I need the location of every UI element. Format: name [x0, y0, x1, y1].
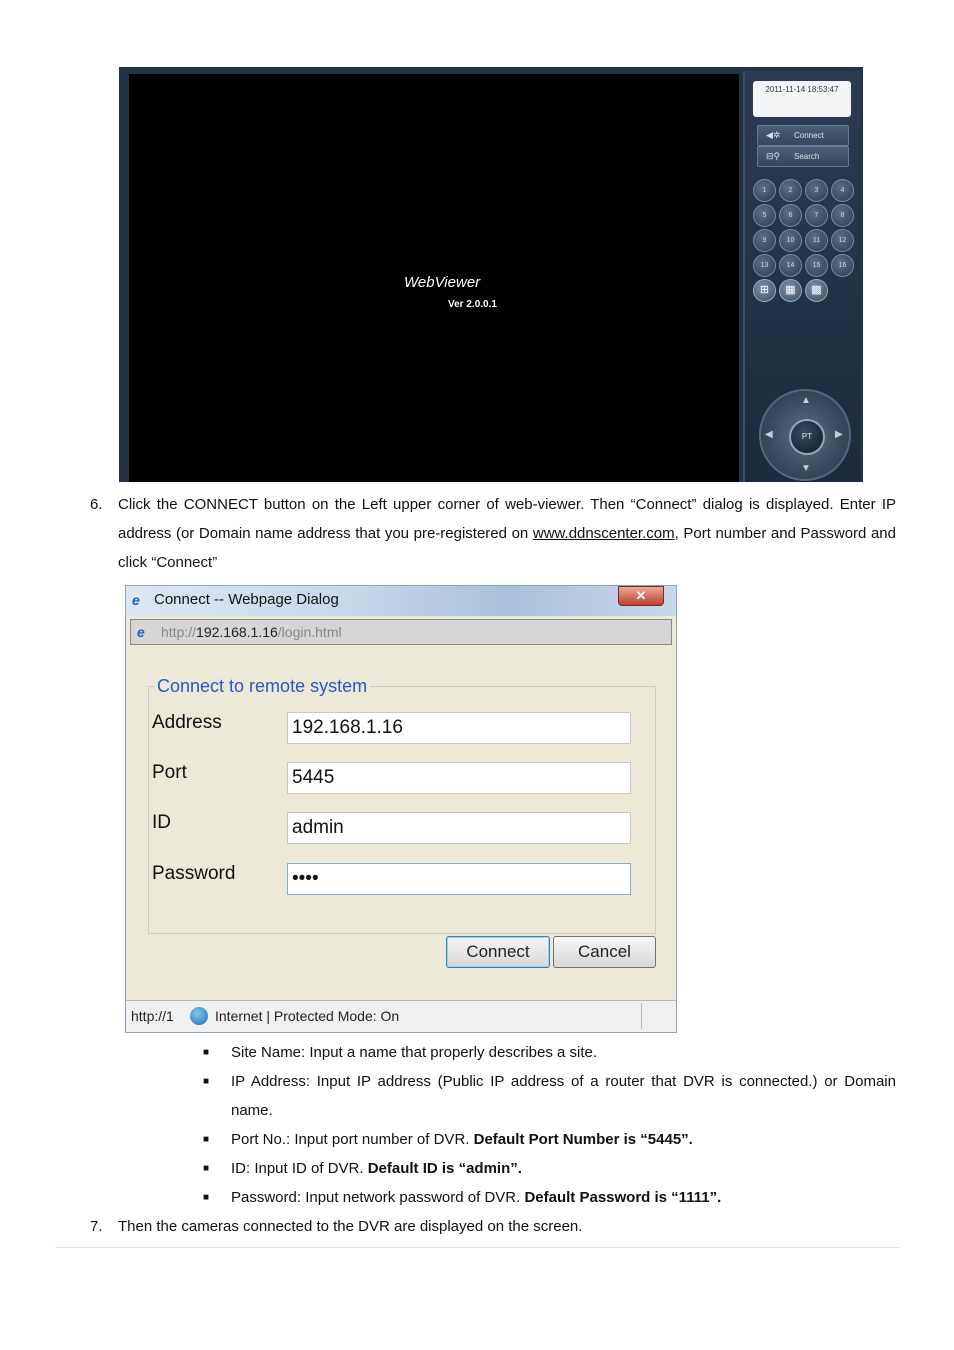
connect-button[interactable]	[757, 125, 849, 146]
step-7-text: Then the cameras connected to the DVR are displayed on the screen.	[118, 1218, 583, 1235]
channel-button-5[interactable]: 5	[753, 204, 776, 227]
status-url: http://1	[131, 1008, 178, 1024]
password-input[interactable]	[287, 863, 631, 895]
ptz-left-icon[interactable]: ◀	[765, 429, 773, 440]
channel-button-2[interactable]: 2	[779, 179, 802, 202]
channel-button-10[interactable]: 10	[779, 229, 802, 252]
control-panel	[743, 71, 861, 482]
ptz-up-icon[interactable]: ▲	[801, 395, 811, 406]
bullet-id: ID: Input ID of DVR. Default ID is “admin”.	[231, 1160, 522, 1177]
id-input[interactable]	[287, 812, 631, 844]
step-number: 7.	[90, 1218, 103, 1235]
dialog-status-bar	[126, 1000, 676, 1033]
channel-button-8[interactable]: 8	[831, 204, 854, 227]
dialog-title: Connect -- Webpage Dialog	[154, 591, 339, 608]
bullet-icon: ■	[203, 1134, 210, 1145]
channel-button-7[interactable]: 7	[805, 204, 828, 227]
channel-button-9[interactable]: 9	[753, 229, 776, 252]
dialog-title-bar	[126, 586, 676, 616]
ptz-center-button[interactable]: PT	[789, 419, 825, 455]
address-label: Address	[152, 712, 222, 733]
bullet-icon: ■	[203, 1047, 210, 1058]
bullet-ip-address: IP Address: Input IP address (Public IP address of a router that DVR is connected.) or Domain name.	[231, 1073, 896, 1119]
channel-button-3[interactable]: 3	[805, 179, 828, 202]
port-input[interactable]	[287, 762, 631, 794]
ie-page-icon: e	[137, 624, 145, 640]
cancel-button[interactable]: Cancel	[553, 936, 656, 968]
layout-4x4-icon[interactable]: ▩	[805, 279, 828, 302]
dialog-address-bar	[130, 619, 672, 645]
connect-dialog	[125, 585, 677, 1033]
footer-divider	[55, 1247, 899, 1248]
password-label: Password	[152, 863, 236, 884]
status-zone: Internet | Protected Mode: On	[215, 1008, 400, 1024]
step-6-text	[118, 490, 896, 577]
bullet-icon: ■	[203, 1192, 210, 1203]
dialog-url: http://192.168.1.16/login.html	[161, 624, 342, 640]
layout-2x2-icon[interactable]: ⊞	[753, 279, 776, 302]
layout-3x3-icon[interactable]: ▦	[779, 279, 802, 302]
connect-submit-button[interactable]: Connect	[446, 936, 550, 968]
channel-button-1[interactable]: 1	[753, 179, 776, 202]
connect-button-label: Connect	[794, 131, 824, 140]
step-6-text-part1: Click the CONNECT button on the Left upper corner of web-viewer. Then “Connect” dialog is displayed. Enter IP address (or Domain name address that you pre-registered on	[118, 496, 896, 542]
channel-button-13[interactable]: 13	[753, 254, 776, 277]
step-6-text-part2: , Port number and Password and click “Connect”	[118, 525, 896, 571]
bullet-password: Password: Input network password of DVR. Default Password is “1111”.	[231, 1189, 722, 1206]
connect-icon: ◀✲	[766, 130, 781, 140]
address-input[interactable]	[287, 712, 631, 744]
bullet-site-name: Site Name: Input a name that properly describes a site.	[231, 1044, 598, 1061]
search-button-label: Search	[794, 152, 820, 161]
ptz-down-icon[interactable]: ▼	[801, 463, 811, 474]
bullet-icon: ■	[203, 1076, 210, 1087]
channel-button-15[interactable]: 15	[805, 254, 828, 277]
globe-icon	[190, 1007, 208, 1025]
ptz-control[interactable]	[759, 389, 851, 481]
status-separator	[641, 1003, 642, 1029]
clock-display: 2011-11-14 18:53:47	[753, 81, 851, 117]
webviewer-version: Ver 2.0.0.1	[448, 299, 497, 310]
ptz-right-icon[interactable]: ▶	[835, 429, 843, 440]
video-display-area	[129, 74, 739, 482]
ddnscenter-link[interactable]: www.ddnscenter.com	[532, 525, 675, 542]
id-label: ID	[152, 812, 171, 833]
step-number: 6.	[90, 496, 103, 513]
search-icon: ⊟⚲	[766, 151, 781, 161]
webviewer-brand: WebViewer	[404, 274, 481, 291]
bullet-icon: ■	[203, 1163, 210, 1174]
channel-button-14[interactable]: 14	[779, 254, 802, 277]
search-button[interactable]	[757, 146, 849, 167]
channel-button-12[interactable]: 12	[831, 229, 854, 252]
bullet-port: Port No.: Input port number of DVR. Default Port Number is “5445”.	[231, 1131, 693, 1148]
channel-button-6[interactable]: 6	[779, 204, 802, 227]
ie-icon: e	[132, 592, 140, 608]
channel-button-11[interactable]: 11	[805, 229, 828, 252]
channel-button-4[interactable]: 4	[831, 179, 854, 202]
port-label: Port	[152, 762, 187, 783]
channel-button-16[interactable]: 16	[831, 254, 854, 277]
close-icon[interactable]: ✕	[618, 586, 664, 606]
webviewer-screenshot	[119, 67, 863, 482]
group-title: Connect to remote system	[154, 676, 370, 697]
